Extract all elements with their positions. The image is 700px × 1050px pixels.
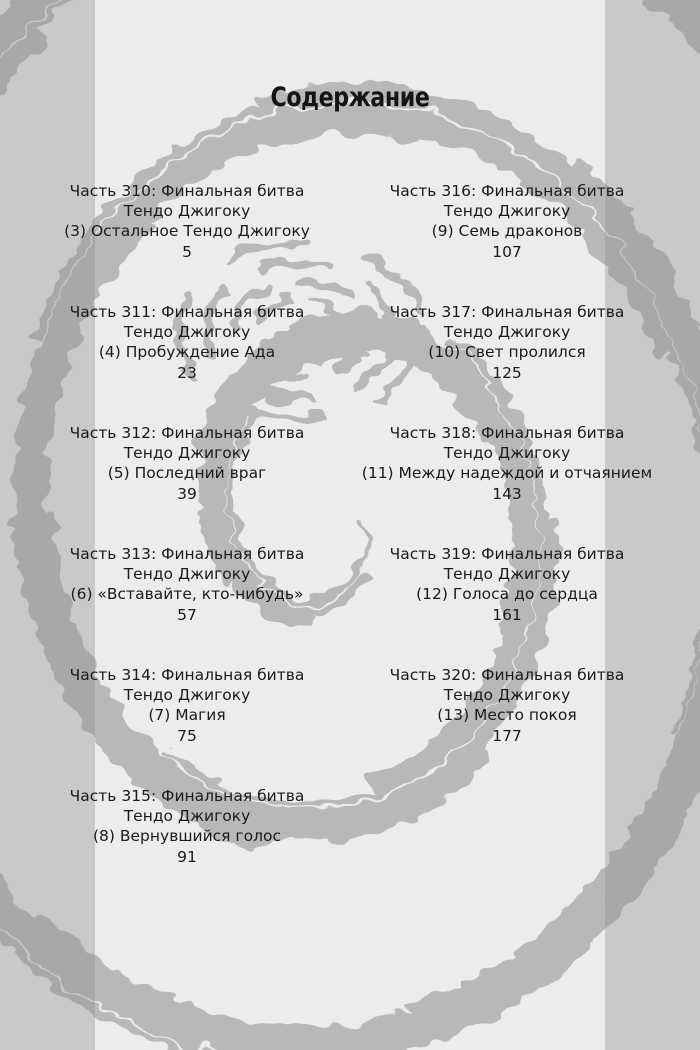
page-number: 125 — [492, 363, 522, 382]
arc-title: Тендо Джигоку — [123, 444, 251, 463]
toc-entry — [27, 181, 347, 262]
toc-entry — [27, 786, 347, 867]
page-number: 161 — [492, 605, 522, 624]
chapter-title: Часть 311: Финальная битва — [69, 303, 305, 321]
page-number: 177 — [492, 726, 522, 745]
toc-entry — [27, 544, 347, 625]
chapter-subtitle: (5) Последний враг — [107, 464, 267, 483]
chapter-title: Часть 314: Финальная битва — [69, 666, 305, 684]
toc-entry — [27, 423, 347, 504]
chapter-subtitle: (11) Между надеждой и отчаянием — [361, 464, 653, 483]
toc-entry — [347, 423, 667, 504]
chapter-title: Часть 316: Финальная битва — [389, 182, 625, 200]
chapter-title: Часть 315: Финальная битва — [69, 787, 305, 805]
page-number: 75 — [177, 726, 197, 745]
page-number: 107 — [492, 242, 522, 261]
arc-title: Тендо Джигоку — [123, 202, 251, 221]
page-number: 39 — [177, 484, 197, 503]
chapter-subtitle: (6) «Вставайте, кто-нибудь» — [70, 585, 304, 604]
chapter-title: Часть 318: Финальная битва — [389, 424, 625, 442]
chapter-subtitle: (7) Магия — [148, 706, 226, 725]
page-number: 23 — [177, 363, 197, 382]
toc-entry — [347, 181, 667, 262]
chapter-title: Часть 312: Финальная битва — [69, 424, 305, 442]
chapter-subtitle: (8) Вернувшийся голос — [93, 827, 281, 846]
page-number: 91 — [177, 847, 197, 866]
arc-title: Тендо Джигоку — [443, 202, 571, 221]
toc-entry — [27, 302, 347, 383]
chapter-title: Часть 320: Финальная битва — [389, 666, 625, 684]
page-number: 5 — [182, 242, 192, 261]
chapter-subtitle: (4) Пробуждение Ада — [98, 343, 276, 362]
chapter-subtitle: (10) Свет пролился — [428, 343, 586, 362]
arc-title: Тендо Джигоку — [443, 323, 571, 342]
arc-title: Тендо Джигоку — [123, 807, 251, 826]
arc-title: Тендо Джигоку — [443, 565, 571, 584]
arc-title: Тендо Джигоку — [443, 686, 571, 705]
arc-title: Тендо Джигоку — [123, 565, 251, 584]
chapter-title: Часть 317: Финальная битва — [389, 303, 625, 321]
chapter-title: Часть 313: Финальная битва — [69, 545, 305, 563]
chapter-subtitle: (12) Голоса до сердца — [416, 585, 598, 604]
chapter-title: Часть 310: Финальная битва — [69, 182, 305, 200]
arc-title: Тендо Джигоку — [443, 444, 571, 463]
chapter-subtitle: (13) Место покоя — [437, 706, 577, 725]
toc-entry — [347, 544, 667, 625]
toc-entry — [27, 665, 347, 746]
page-number: 57 — [177, 605, 197, 624]
chapter-subtitle: (9) Семь драконов — [431, 222, 583, 241]
page-number: 143 — [492, 484, 522, 503]
arc-title: Тендо Джигоку — [123, 323, 251, 342]
chapter-title: Часть 319: Финальная битва — [389, 545, 625, 563]
toc-entry — [347, 302, 667, 383]
chapter-subtitle: (3) Остальное Тендо Джигоку — [64, 222, 310, 241]
arc-title: Тендо Джигоку — [123, 686, 251, 705]
toc-entry — [347, 665, 667, 746]
page-title: Содержание — [270, 82, 430, 113]
